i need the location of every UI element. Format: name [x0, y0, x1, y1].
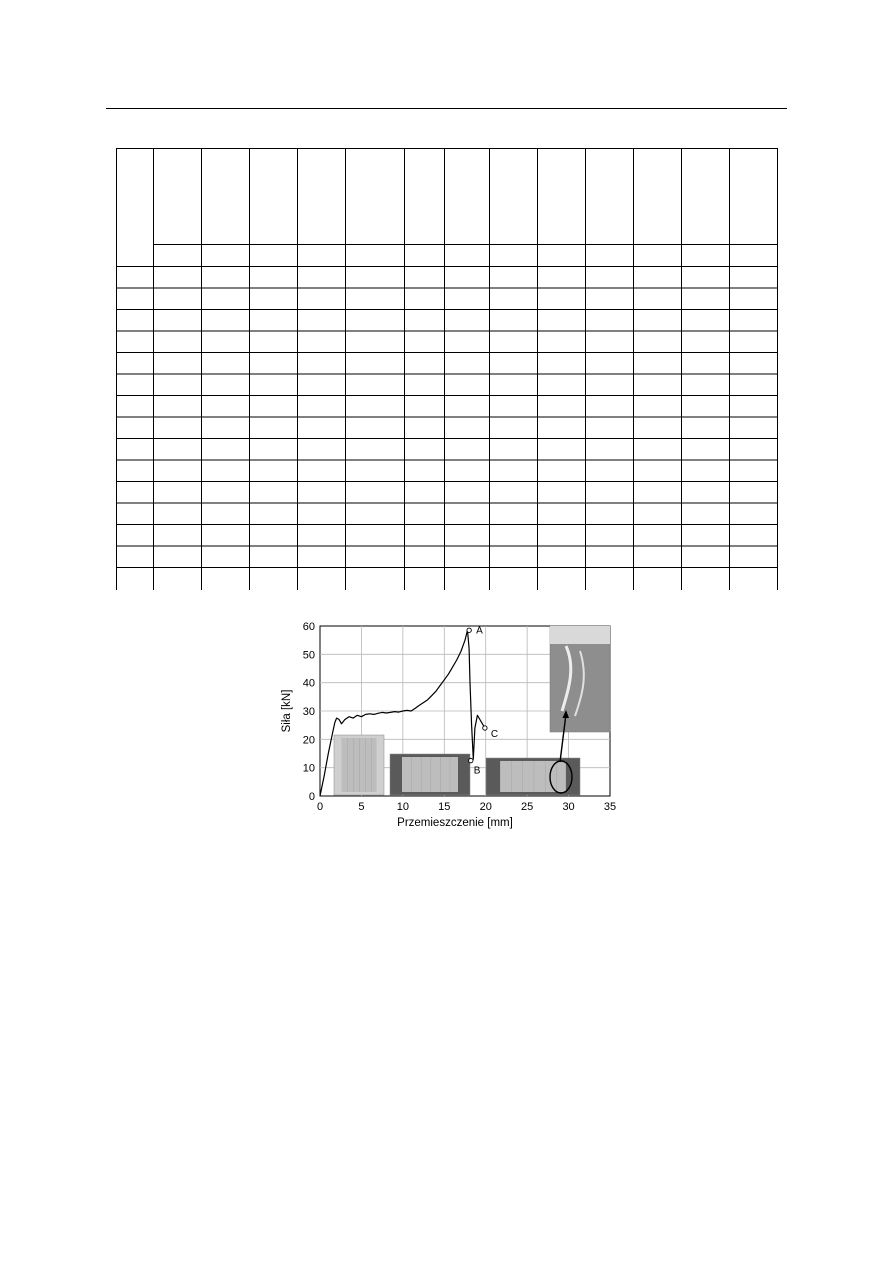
specimen-body: [500, 761, 566, 792]
photo-fiber-tuft: [550, 626, 610, 644]
photo-insert-fracture-detail: [550, 626, 610, 732]
x-tick-label: 20: [479, 801, 492, 813]
x-tick-label: 25: [521, 801, 534, 813]
specimen-body: [402, 757, 458, 792]
y-tick-label: 10: [302, 762, 315, 775]
x-tick-label: 30: [562, 801, 575, 813]
y-tick-label: 30: [302, 706, 315, 718]
annotation-point-a: [467, 628, 471, 632]
y-tick-label: 40: [302, 677, 315, 690]
annotation-label-b: B: [473, 765, 481, 777]
annotation-point-b: [469, 758, 473, 762]
x-tick-label: 15: [438, 801, 451, 813]
x-tick-label: 10: [396, 801, 409, 813]
annotation-point-c: [483, 726, 487, 730]
y-tick-label: 60: [302, 621, 315, 633]
photo-insert-split: [486, 758, 580, 795]
x-tick-label: 35: [603, 801, 617, 813]
data-table: [116, 148, 778, 590]
annotation-label-c: C: [490, 729, 499, 740]
force-displacement-figure: [270, 606, 620, 846]
y-tick-label: 20: [302, 734, 315, 747]
photo-insert-intact: [334, 735, 384, 795]
x-tick-label: 0: [316, 801, 324, 813]
annotation-label-a: A: [476, 625, 483, 637]
y-tick-label: 0: [308, 791, 315, 803]
x-tick-label: 5: [358, 801, 365, 813]
header-rule: [106, 108, 787, 109]
x-axis-label: Przemieszczenie [mm]: [397, 817, 513, 829]
y-tick-label: 50: [302, 649, 315, 662]
photo-insert-crushed: [390, 754, 470, 795]
y-axis-label: Siła [kN]: [281, 689, 293, 733]
